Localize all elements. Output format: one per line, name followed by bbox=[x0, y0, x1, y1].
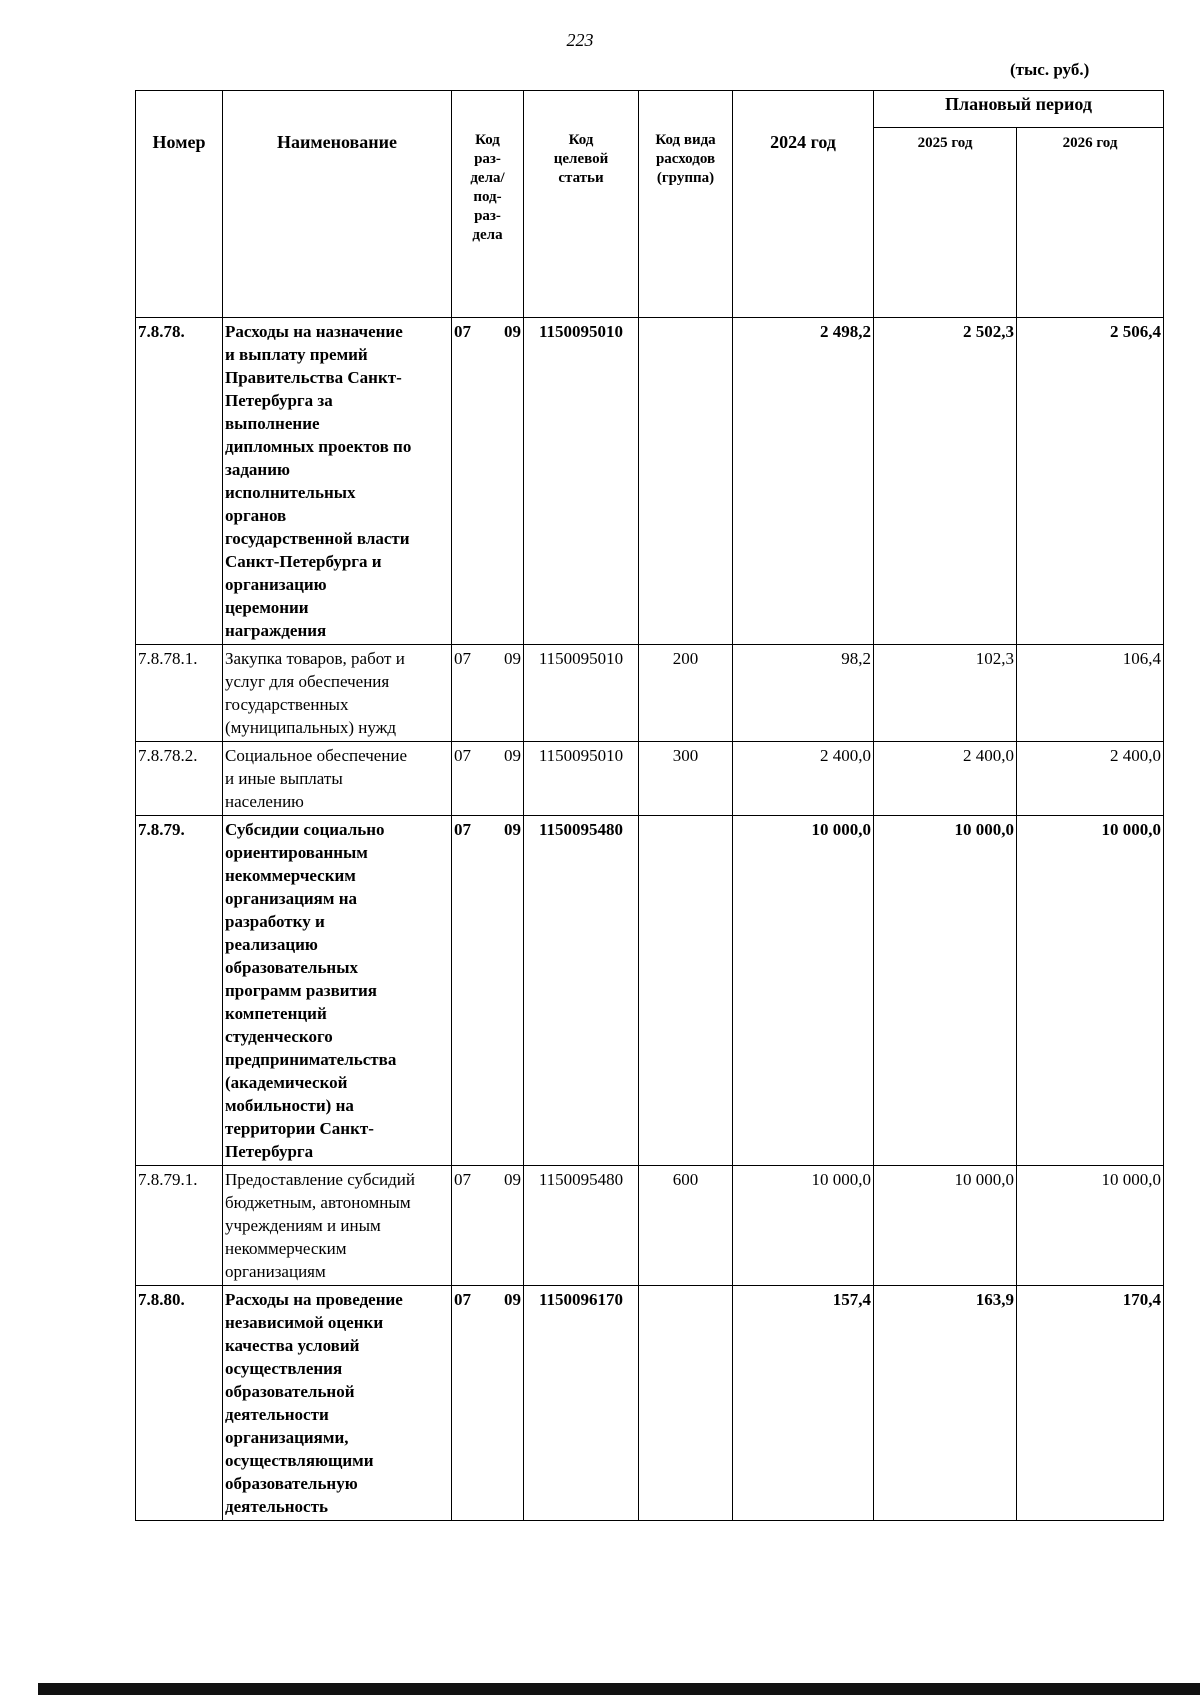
row-name-line: территории Санкт- bbox=[225, 1119, 374, 1138]
row-name-line: организациям на bbox=[225, 889, 358, 908]
header-section-line: раз- bbox=[474, 151, 501, 167]
row-amount-y2025: 2 400,0 bbox=[874, 742, 1017, 816]
row-subsection: 09 bbox=[504, 322, 521, 341]
row-amount-y2024: 98,2 bbox=[733, 645, 874, 742]
row-name bbox=[223, 742, 452, 816]
row-amount-y2024: 157,4 bbox=[733, 1286, 874, 1521]
row-section-code bbox=[452, 1166, 524, 1286]
table-row bbox=[136, 1166, 1164, 1286]
row-name-line: заданию bbox=[225, 460, 291, 479]
row-section: 07 bbox=[454, 746, 471, 765]
row-name-line: программ развития bbox=[225, 981, 377, 1000]
row-name-line: образовательную bbox=[225, 1474, 358, 1493]
row-name-line: деятельность bbox=[225, 1497, 328, 1516]
row-name-line: разработку и bbox=[225, 912, 325, 931]
row-number: 7.8.78.1. bbox=[136, 645, 223, 742]
row-name-line: образовательной bbox=[225, 1382, 355, 1401]
row-name-line: учреждениям и иным bbox=[225, 1216, 381, 1235]
row-name-line: Петербурга за bbox=[225, 391, 333, 410]
row-name-line: качества условий bbox=[225, 1336, 360, 1355]
row-name-line: государственных bbox=[225, 695, 349, 714]
row-name-line: (муниципальных) нужд bbox=[225, 718, 397, 737]
row-name-line: Расходы на проведение bbox=[225, 1290, 403, 1309]
header-year-2025: 2025 год bbox=[874, 128, 1017, 318]
row-amount-y2024: 2 400,0 bbox=[733, 742, 874, 816]
row-name-line: Правительства Санкт- bbox=[225, 368, 402, 387]
row-name-line: бюджетным, автономным bbox=[225, 1193, 411, 1212]
row-name-line: услуг для обеспечения bbox=[225, 672, 390, 691]
row-name-line: церемонии bbox=[225, 598, 309, 617]
header-target-code bbox=[524, 91, 639, 318]
header-year-2024: 2024 год bbox=[733, 91, 874, 318]
row-amount-y2025: 10 000,0 bbox=[874, 1166, 1017, 1286]
table-row bbox=[136, 1286, 1164, 1521]
row-number: 7.8.78. bbox=[136, 318, 223, 645]
header-name: Наименование bbox=[223, 91, 452, 318]
row-expense-type: 200 bbox=[639, 645, 733, 742]
row-target-code: 1150095480 bbox=[524, 816, 639, 1166]
header-section-line: под- bbox=[473, 189, 502, 205]
row-amount-y2024: 10 000,0 bbox=[733, 1166, 874, 1286]
row-name-line: организацию bbox=[225, 575, 327, 594]
row-section: 07 bbox=[454, 322, 471, 341]
header-target-line: целевой bbox=[553, 151, 609, 167]
row-name-line: Санкт-Петербурга и bbox=[225, 552, 382, 571]
header-planned-period: Плановый период bbox=[874, 91, 1164, 128]
row-expense-type bbox=[639, 318, 733, 645]
header-expense-type-line: расходов bbox=[655, 151, 716, 167]
row-name-line: Закупка товаров, работ и bbox=[225, 649, 405, 668]
table-row bbox=[136, 816, 1164, 1166]
row-section: 07 bbox=[454, 1290, 471, 1309]
row-amount-y2024: 10 000,0 bbox=[733, 816, 874, 1166]
row-name-line: исполнительных bbox=[225, 483, 356, 502]
row-amount-y2026: 10 000,0 bbox=[1017, 816, 1164, 1166]
row-number: 7.8.78.2. bbox=[136, 742, 223, 816]
page-number: 223 bbox=[566, 30, 594, 50]
row-target-code: 1150095480 bbox=[524, 1166, 639, 1286]
row-number: 7.8.80. bbox=[136, 1286, 223, 1521]
row-name-line: некоммерческим bbox=[225, 1239, 347, 1258]
units-label: (тыс. руб.) bbox=[1010, 60, 1090, 79]
header-section-line: раз- bbox=[474, 208, 501, 224]
table-row bbox=[136, 318, 1164, 645]
row-name-line: дипломных проектов по bbox=[225, 437, 412, 456]
row-name-line: мобильности) на bbox=[225, 1096, 354, 1115]
row-subsection: 09 bbox=[504, 649, 521, 668]
row-subsection: 09 bbox=[504, 746, 521, 765]
row-amount-y2026: 10 000,0 bbox=[1017, 1166, 1164, 1286]
header-section-code bbox=[452, 91, 524, 318]
header-target-line: Код bbox=[568, 132, 594, 148]
table-body bbox=[136, 318, 1164, 1521]
row-name-line: выполнение bbox=[225, 414, 320, 433]
row-name-line: населению bbox=[225, 792, 304, 811]
row-name-line: Субсидии социально bbox=[225, 820, 385, 839]
row-target-code: 1150095010 bbox=[524, 318, 639, 645]
row-expense-type: 300 bbox=[639, 742, 733, 816]
row-amount-y2025: 2 502,3 bbox=[874, 318, 1017, 645]
row-name-line: Петербурга bbox=[225, 1142, 314, 1161]
row-section: 07 bbox=[454, 649, 471, 668]
header-target-line: статьи bbox=[558, 170, 604, 186]
row-amount-y2026: 106,4 bbox=[1017, 645, 1164, 742]
row-name-line: награждения bbox=[225, 621, 327, 640]
row-amount-y2025: 102,3 bbox=[874, 645, 1017, 742]
row-expense-type bbox=[639, 1286, 733, 1521]
table-row bbox=[136, 645, 1164, 742]
row-subsection: 09 bbox=[504, 1290, 521, 1309]
row-name bbox=[223, 645, 452, 742]
row-name-line: (академической bbox=[225, 1073, 348, 1092]
row-name-line: и выплату премий bbox=[225, 345, 368, 364]
row-target-code: 1150095010 bbox=[524, 645, 639, 742]
row-amount-y2026: 170,4 bbox=[1017, 1286, 1164, 1521]
row-name-line: и иные выплаты bbox=[225, 769, 343, 788]
row-amount-y2025: 10 000,0 bbox=[874, 816, 1017, 1166]
table-header bbox=[136, 91, 1164, 318]
row-expense-type: 600 bbox=[639, 1166, 733, 1286]
row-name bbox=[223, 816, 452, 1166]
header-expense-type-line: (группа) bbox=[656, 170, 715, 186]
row-number: 7.8.79. bbox=[136, 816, 223, 1166]
row-name-line: Социальное обеспечение bbox=[225, 746, 408, 765]
table-row bbox=[136, 742, 1164, 816]
row-number: 7.8.79.1. bbox=[136, 1166, 223, 1286]
row-name-line: осуществления bbox=[225, 1359, 343, 1378]
row-name-line: ориентированным bbox=[225, 843, 368, 862]
row-expense-type bbox=[639, 816, 733, 1166]
header-section-line: дела/ bbox=[470, 170, 505, 186]
row-section-code bbox=[452, 816, 524, 1166]
row-name-line: организациям bbox=[225, 1262, 326, 1281]
header-section-line: дела bbox=[472, 227, 503, 243]
row-name-line: Расходы на назначение bbox=[225, 322, 403, 341]
row-amount-y2026: 2 400,0 bbox=[1017, 742, 1164, 816]
row-name bbox=[223, 1166, 452, 1286]
scan-edge-bar bbox=[38, 1683, 1200, 1695]
row-name-line: образовательных bbox=[225, 958, 358, 977]
row-name-line: независимой оценки bbox=[225, 1313, 384, 1332]
row-name-line: Предоставление субсидий bbox=[225, 1170, 415, 1189]
row-name-line: предпринимательства bbox=[225, 1050, 397, 1069]
row-name-line: реализацию bbox=[225, 935, 318, 954]
row-name-line: деятельности bbox=[225, 1405, 329, 1424]
row-name-line: организациями, bbox=[225, 1428, 349, 1447]
row-target-code: 1150095010 bbox=[524, 742, 639, 816]
header-section-line: Код bbox=[475, 132, 500, 148]
row-section-code bbox=[452, 742, 524, 816]
row-subsection: 09 bbox=[504, 820, 521, 839]
header-expense-type bbox=[639, 91, 733, 318]
row-subsection: 09 bbox=[504, 1170, 521, 1189]
row-section-code bbox=[452, 318, 524, 645]
row-name-line: компетенций bbox=[225, 1004, 327, 1023]
row-section-code bbox=[452, 1286, 524, 1521]
row-section: 07 bbox=[454, 1170, 471, 1189]
row-amount-y2026: 2 506,4 bbox=[1017, 318, 1164, 645]
row-name-line: органов bbox=[225, 506, 287, 525]
row-name-line: осуществляющими bbox=[225, 1451, 374, 1470]
row-amount-y2025: 163,9 bbox=[874, 1286, 1017, 1521]
row-section-code bbox=[452, 645, 524, 742]
row-name-line: некоммерческим bbox=[225, 866, 356, 885]
header-year-2026: 2026 год bbox=[1017, 128, 1164, 318]
row-amount-y2024: 2 498,2 bbox=[733, 318, 874, 645]
budget-table bbox=[135, 90, 1164, 1521]
header-expense-type-line: Код вида bbox=[655, 132, 716, 148]
row-name bbox=[223, 1286, 452, 1521]
row-name-line: студенческого bbox=[225, 1027, 333, 1046]
row-name bbox=[223, 318, 452, 645]
row-name-line: государственной власти bbox=[225, 529, 410, 548]
header-number: Номер bbox=[136, 91, 223, 318]
row-target-code: 1150096170 bbox=[524, 1286, 639, 1521]
row-section: 07 bbox=[454, 820, 471, 839]
